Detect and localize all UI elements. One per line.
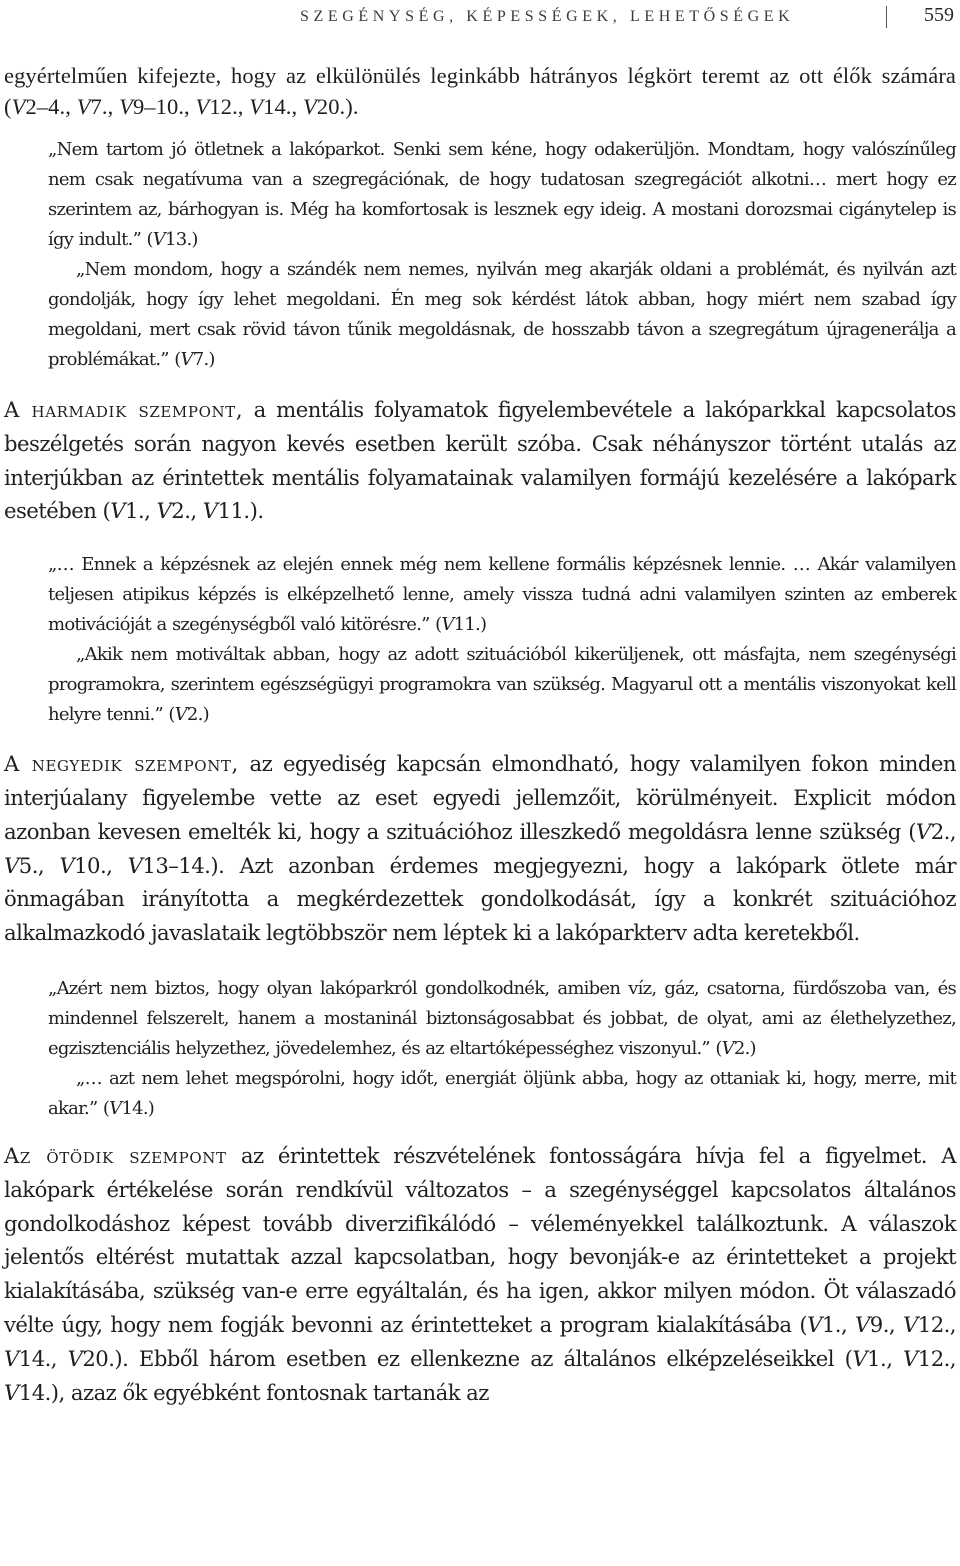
body-paragraph xyxy=(0,393,960,528)
paragraph-text: azaz ők egyébként fontosnak tartanák az xyxy=(64,1379,489,1405)
quote-text: „… azt nem lehet megspórolni, hogy időt, energiát öljünk abba, hogy az ottaniak ki, hogy, merre, mit akar.” ( xyxy=(48,1067,956,1119)
paragraph-text: az egyediség kapcsán elmondható, hogy valamilyen fokon minden interjúalany figyelembe vette az eset egyedi jellemzőit, körülményeit. Explicit módon azonban kevesen emelték ki, hogy a szituációhoz illeszkedő megoldásra lenne szükség ( xyxy=(4,751,956,844)
interview-reference: V1., V2., V11.). xyxy=(110,498,264,524)
section-lead-in: A negyedik szempont, xyxy=(4,751,239,777)
paragraph-text: Azt azonban érdemes megjegyezni, hogy a lakópark ötlete már önmagában irányította a megkérdezettek gondolkodását, így a konkrét szituációhoz alkalmazkodó javaslataik legtöbbször nem léptek ki a lakóparkterv adta keretekből. xyxy=(4,852,957,946)
paragraph-text: egyértelműen kifejezte, hogy az elkülönülés leginkább hátrányos légkört teremt az ott élők számára ( xyxy=(4,63,956,119)
body-paragraph xyxy=(0,1139,960,1409)
running-title: SZEGÉNYSÉG, KÉPESSÉGEK, LEHETŐSÉGEK xyxy=(300,8,795,25)
interview-reference: V13.) xyxy=(152,229,198,250)
block-quote xyxy=(0,135,960,255)
paragraph-text: Ebből három esetben ez ellenkezne az általános elképzeléseikkel ( xyxy=(128,1345,853,1371)
running-head xyxy=(300,4,956,30)
interview-reference: V1., V12., V14.), xyxy=(4,1345,956,1405)
interview-reference: V2., V5., V10., V13–14.). xyxy=(4,818,956,878)
quote-text: „… Ennek a képzésnek az elején ennek még nem kellene formális képzésnek lennie. … Akár valamilyen teljesen atipikus képzés is elképzelhető lenne, amely vissza tudná adni valamilyen szinten az emberek motivációját a szegénységből való kitörésre.” ( xyxy=(48,554,956,636)
interview-reference: V2.) xyxy=(174,704,209,726)
header-divider xyxy=(886,6,887,28)
body-paragraph xyxy=(0,747,960,950)
paragraph-continuation xyxy=(0,60,960,122)
interview-reference: V7.) xyxy=(180,349,215,370)
block-quote xyxy=(0,640,960,730)
page-number: 559 xyxy=(924,4,954,26)
interview-reference: V11.) xyxy=(441,614,487,636)
section-lead-in: A harmadik szempont, xyxy=(4,397,244,422)
section-lead-in: Az ötödik szempont xyxy=(4,1142,227,1168)
interview-reference: V14.) xyxy=(109,1097,155,1119)
quote-text: „Nem tartom jó ötletnek a lakóparkot. Senki sem kéne, hogy odakerüljön. Mondtam, hogy valószínűleg nem csak negatívuma van a szegregációnak, de hogy tudatosan szegregációt alkotni… mert hogy ez szerintem az, bárhogyan is. Még ha komfortosak is lesznek egy ideig. A mostani dorozsmai cigánytelep is így indult.” ( xyxy=(48,139,956,250)
quote-text: „Nem mondom, hogy a szándék nem nemes, nyilván meg akarják oldani a problémát, és nyilván azt gondolják, hogy így lehet megoldani. Én meg sok kérdést látok abban, hogy miért nem szabad így megoldani, mert csak rövid távon tűnik megoldásnak, de hosszabb távon a szegregátum újragenerálja a problémákat.” ( xyxy=(48,259,956,370)
quote-text: „Azért nem biztos, hogy olyan lakóparkról gondolkodnék, amiben víz, gáz, csatorna, fürdőszoba van, és mindennel felszerelt, hanem a mostaninál biztonságosabbat és jobbat, de olyat, ami az élethelyzethez, egzisztenciális helyzethez, jövedelemhez, és az eltartóképességhez viszonyul.” ( xyxy=(48,977,956,1059)
block-quote xyxy=(0,1064,960,1124)
block-quote xyxy=(0,974,960,1064)
block-quote xyxy=(0,550,960,640)
interview-reference: V1., V9., V12., V14., V20.). xyxy=(4,1311,956,1371)
block-quote xyxy=(0,255,960,375)
paragraph-text: a mentális folyamatok figyelembevétele a lakóparkkal kapcsolatos beszélgetés során nagyon kevés esetben került szóba. Csak néhányszor történt utalás az interjúkban az érintettek mentális folyamatainak valamilyen formájú kezelésére a lakópark esetében ( xyxy=(4,397,956,524)
page-body xyxy=(0,60,960,1409)
paragraph-text: az érintettek részvételének fontosságára hívja fel a figyelmet. A lakópark értékelése során rendkívül változatos – a szegénységgel kapcsolatos általános gondolkodáshoz képest tovább diverzifikálódó – véleményekkel találkoztunk. A válaszok jelentős eltérést mutattak azzal kapcsolatban, hogy bevonják-e az érintetteket a projekt kialakításába, szükség van-e erre egyáltalán, és ha igen, akkor milyen módon. Öt válaszadó vélte úgy, hogy nem fogják bevonni az érintetteket a program kialakításába ( xyxy=(4,1142,957,1337)
interview-reference: V2.) xyxy=(721,1037,756,1059)
interview-reference: V2–4., V7., V9–10., V12., V14., V20.). xyxy=(11,94,359,119)
quote-text: „Akik nem motiváltak abban, hogy az adott szituációból kikerüljenek, ott másfajta, nem szegénységi programokra, szerintem egészségügyi programokra van szükség. Magyarul ott a mentális viszonyokat kell helyre tenni.” ( xyxy=(48,644,956,726)
